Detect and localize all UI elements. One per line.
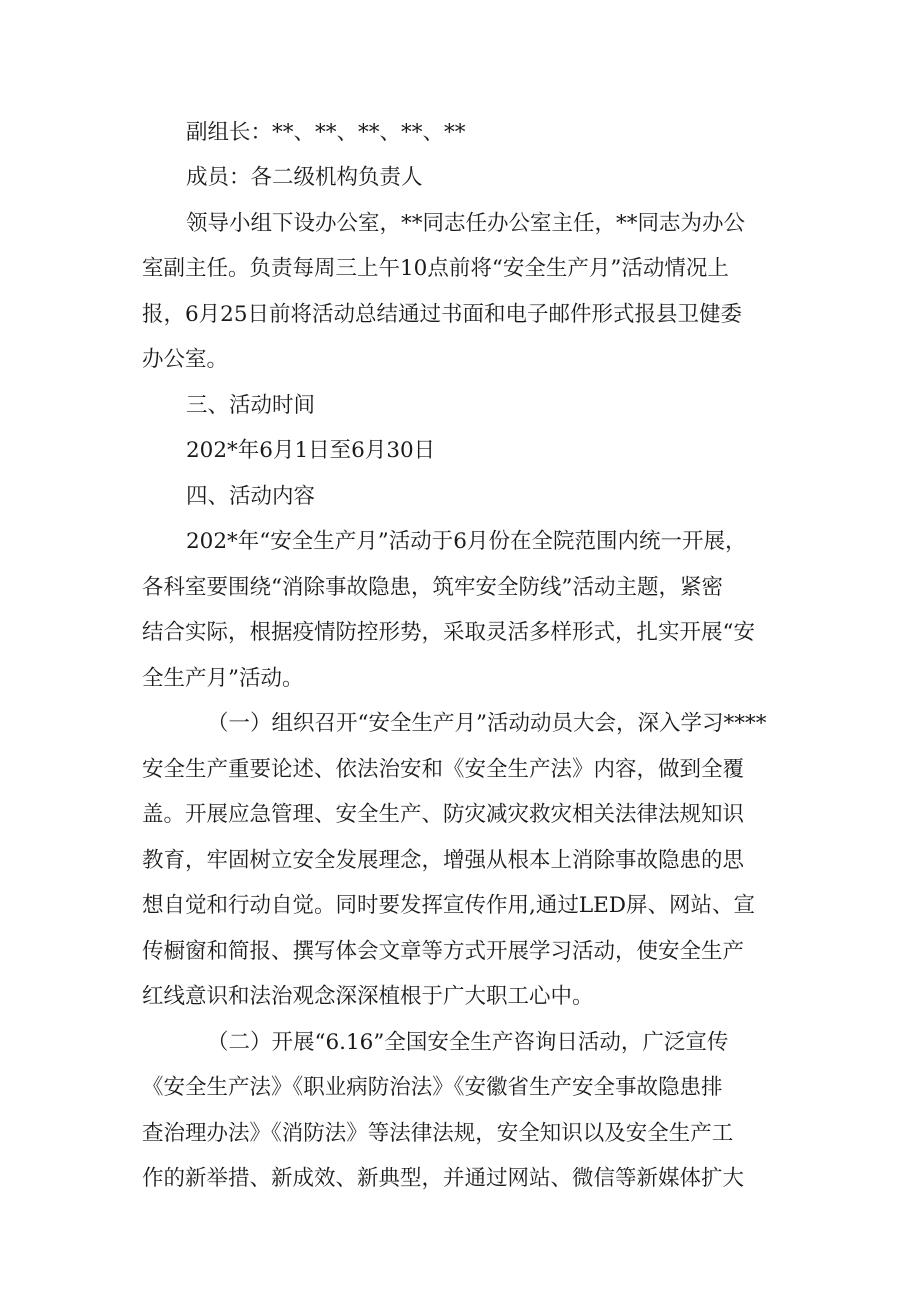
item-one-line: （一）组织召开“安全生产月”活动动员大会，深入学习****	[207, 711, 767, 736]
office-paragraph-line: 领导小组下设办公室，**同志任办公室主任，**同志为办公	[186, 211, 746, 236]
content-paragraph-line: 各科室要围绕“消除事故隐患，筑牢安全防线”活动主题，紧密	[142, 575, 723, 600]
office-paragraph-line: 报，6月25日前将活动总结通过书面和电子邮件形式报县卫健委	[142, 302, 743, 327]
content-paragraph-line: 全生产月”活动。	[142, 666, 304, 691]
section-heading-time: 三、活动时间	[186, 393, 316, 418]
content-paragraph-line: 结合实际，根据疫情防控形势，采取灵活多样形式，扎实开展“安	[142, 620, 755, 645]
section-heading-content: 四、活动内容	[186, 484, 316, 509]
item-two-line: 查治理办法》《消防法》等法律法规，安全知识以及安全生产工	[142, 1121, 734, 1146]
members-line: 成员：各二级机构负责人	[186, 165, 423, 190]
item-two-line: 作的新举措、新成效、新典型，并通过网站、微信等新媒体扩大	[142, 1166, 745, 1191]
item-one-line: 想自觉和行动自觉。同时要发挥宣传作用,通过LED屏、网站、宣	[142, 893, 756, 918]
item-one-line: 教育，牢固树立安全发展理念，增强从根本上消除事故隐患的思	[142, 848, 745, 873]
office-paragraph-line: 办公室。	[142, 347, 229, 372]
content-paragraph-line: 202*年“安全生产月”活动于6月份在全院范围内统一开展，	[186, 529, 747, 554]
deputy-leaders-line: 副组长：**、**、**、**、**	[186, 120, 466, 145]
item-one-line: 红线意识和法治观念深深植根于广大职工心中。	[142, 984, 594, 1009]
office-paragraph-line: 室副主任。负责每周三上午10点前将“安全生产月”活动情况上	[142, 256, 729, 281]
item-two-line: （二）开展“6.16”全国安全生产咨询日活动，广泛宣传	[207, 1030, 729, 1055]
activity-dates-line: 202*年6月1日至6月30日	[186, 438, 436, 463]
item-two-line: 《安全生产法》《职业病防治法》《安徽省生产安全事故隐患排	[142, 1075, 723, 1100]
item-one-line: 盖。开展应急管理、安全生产、防灾减灾救灾相关法律法规知识	[142, 802, 745, 827]
item-one-line: 传橱窗和简报、撰写体会文章等方式开展学习活动，使安全生产	[142, 939, 745, 964]
item-one-line: 安全生产重要论述、依法治安和《安全生产法》内容，做到全覆	[142, 757, 745, 782]
